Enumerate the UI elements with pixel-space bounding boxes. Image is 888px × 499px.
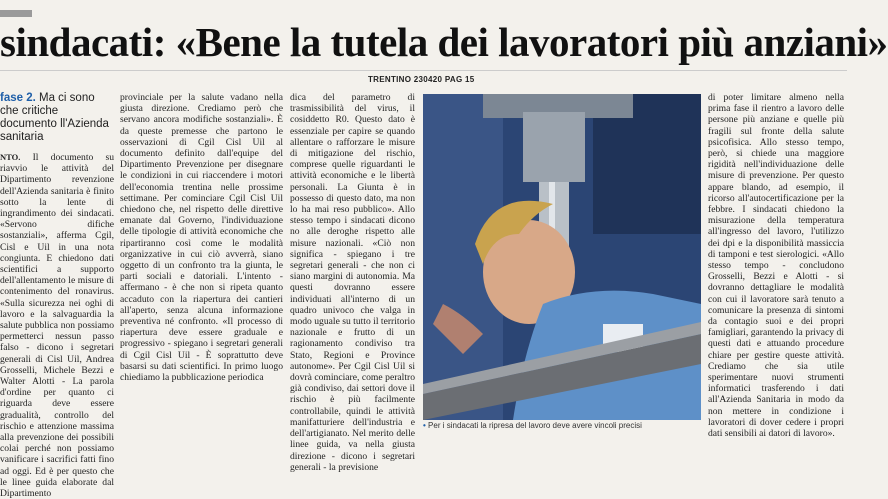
column-4-text: di poter limitare almeno nella prima fase il rientro a lavoro delle persone più anziane e quelle più fragili sul fronte della salute psicofisica. Allo stesso tempo, però, si chiede una maggiore rigidità nell'individuazione delle misure di prevenzione. Per questo appare blando, ad esempio, il ricorso all'autocertificazione per la febbre. I sindacati chiedono la misurazione della temperatura all'ingresso del lavoro, l'utilizzo dei dpi e la disponibilità massiccia di tamponi e test sierologici. «Allo stesso tempo - concludono Grosselli, Bezzi e Alotti - si dovranno dettagliare le modalità con cui il lavoratore sarà tenuto a comunicare la presenza di sintomi da contagio suoi e dei propri famigliari, garantendo la privacy di questi dati e attuando procedure chiare per gestire queste attività. Crediamo che sia utile sperimentare nuovi strumenti informatici trasferendo i dati all'Azienda Sanitaria in modo da non mettere in condizione i lavoratori di dover cedere i propri dati sensibili ai datori di lavoro». (708, 92, 844, 440)
worker-photo (423, 94, 701, 420)
column-2-text: provinciale per la salute vadano nella giusta direzione. Crediamo però che servano ancora modifiche sostanziali». È da queste premesse che partono le osservazioni di Cgil Cisl Uil al documento definito dall'equipe del Dipartimento Prevenzione per disegnare le condizioni in cui riaccendere i motori dell'economia trentina nelle prossime settimane. Per cominciare Cgil Cisl Uil chiedono che, nel rispetto delle direttive emanate dal Governo, l'individuazione delle tipologie di attività economiche che ripartiranno così come le modalità organizzative in cui ciò avverrà, siano oggetto di un confronto tra la giunta, le parti sociali e datoriali. L'intento - affermano - è che non si ripeta quanto accaduto con la riapertura dei cantieri all'aperto, senza alcuna informazione preventiva né confronto. «Il processo di riapertura deve essere graduale e progressivo - spiegano i segretari generali di Cgil Cisl Uil - È soprattutto deve basarsi su dati scientifici. In primo luogo chiediamo la pubblicazione periodica (120, 92, 283, 384)
photo-illustration (423, 94, 701, 420)
article-headline: sindacati: «Bene la tutela dei lavoratori più anziani» (0, 19, 888, 65)
article-subheadline (0, 92, 112, 144)
subhead-text: Ma ci sono che critiche documento ll'Azienda sanitaria (0, 92, 109, 143)
caption-text: Per i sindacati la ripresa del lavoro deve avere vincoli precisi (428, 421, 642, 430)
photo-caption (423, 421, 705, 431)
article-column-2 (120, 92, 283, 452)
dateline: NTO. (0, 152, 21, 162)
article-column-3 (290, 92, 415, 473)
caption-marker: • (423, 421, 426, 430)
source-tag: TRENTINO 230420 PAG 15 (368, 75, 475, 84)
column-1-text: Il documento su riavvio le attività del Dipartimento revenzione dell'Azienda sanitaria è finito sotto la lente di ingrandimento dei sindacati. «Servono difiche sostanziali», afferma Cgil, Cisl e Uil in una nota congiunta. E chiedono dati scientifici a supporto dell'allentamento le misure di contenimento del ronavirus. «Sulla sicurezza nei oghi di lavoro e la salvaguardia la salute pubblica non possiamo permetterci nessun passo falso - dicono i segretari generali di Cisl Uil, Andrea Grosselli, Michele Bezzi e Walter Alotti - La parola d'ordine per quanto ci riguarda deve essere gradualità, controllo del rischio e attenzione massima alla prevenzione dei possibili colai perché non possiamo vanificare i sacrifici fatti fino ad oggi. Ed è per questo che le linee guida elaborate dal Dipartimento (0, 152, 114, 499)
article-column-1 (0, 152, 114, 499)
article-column-4 (708, 92, 844, 452)
section-marker (0, 10, 32, 17)
header-divider (0, 70, 847, 71)
column-3-text: dica del parametro di trasmissibilità del virus, il cosiddetto R0. Questo dato è essenziale per capire se quando allentare o rafforzare le misure di mitigazione del rischio, comprese quelle riguardanti le attività economiche e le libertà personali. La Giunta è in possesso di questo dato, ma non lo ha mai reso pubblico». Allo stesso tempo i sindacati dicono no alle deroghe rispetto alle misure nazionali. «Ciò non significa - spiegano i tre segretari generali - che non ci siano margini di autonomia. Ma questi dovranno essere individuati all'interno di un quadro univoco che valga in modo uguale su tutto il territorio nazionale e frutto di un ragionamento condiviso tra Stato, Regioni e Province autonome». Per Cgil Cisl Uil si dovrà cominciare, come peraltro già condiviso, dai settori dove il rischio è più facilmente controllabile, quindi le attività manifatturiere dell'industria e dell'artigianato. Nel merito delle linee guida, va nella giusta direzione - dicono i segretari generali - la previsione (290, 92, 415, 473)
subhead-lead: fase 2. (0, 92, 36, 104)
